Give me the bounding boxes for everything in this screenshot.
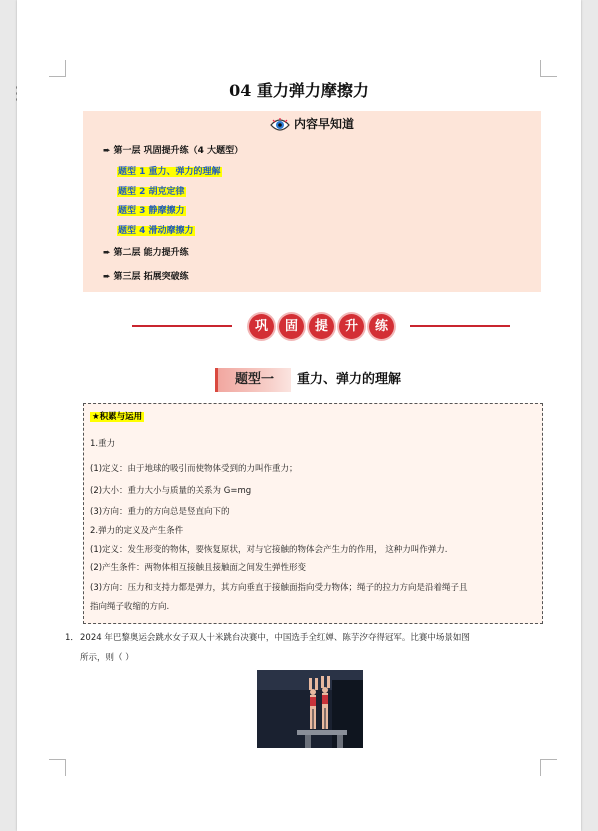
knowledge-heading [90, 410, 144, 422]
knowledge-line: (3)方向：压力和支持力都是弹力，其方向垂直于接触面指向受力物体；绳子的拉力方向是沿着绳子且 [90, 583, 468, 593]
toc-type-1[interactable] [117, 164, 222, 177]
knowledge-line: (2)产生条件：两物体相互接触且接触面之间发生弹性形变 [90, 563, 307, 573]
arrow-icon: ➨ [103, 272, 111, 282]
arrow-icon: ➨ [103, 248, 111, 258]
contents-heading [83, 115, 541, 132]
diving-photo-illustration [257, 670, 363, 748]
banner-char: 练 [369, 314, 394, 339]
section-banner [132, 312, 510, 342]
toc-type-3-label: 题型 3 静摩擦力 [118, 206, 185, 216]
toc-layer-1-label: 第一层 巩固提升练（4 大题型） [113, 146, 244, 156]
knowledge-heading-text: ★积累与运用 [92, 412, 143, 422]
knowledge-line: (3)方向：重力的方向总是竖直向下的 [90, 507, 230, 517]
knowledge-line: (1)定义：由于地球的吸引而使物体受到的力叫作重力； [90, 464, 298, 474]
knowledge-line: 1.重力 [90, 439, 116, 449]
section-tag: 题型一 [215, 368, 291, 392]
contents-overview [83, 111, 541, 292]
toc-type-1-label: 题型 1 重力、弹力的理解 [118, 167, 221, 177]
crop-mark-top-left [49, 60, 66, 77]
contents-heading-text: 内容早知道 [293, 117, 354, 131]
toc-type-2-label: 题型 2 胡克定律 [118, 187, 185, 197]
toc-layer-2-label: 第二层 能力提升练 [113, 248, 189, 258]
knowledge-line: 2.弹力的定义及产生条件 [90, 526, 184, 536]
question-number: 1． [65, 633, 79, 643]
toc-layer-2[interactable] [103, 245, 189, 258]
section-title: 重力、弹力的理解 [297, 372, 402, 387]
knowledge-line: (2)大小：重力大小与质量的关系为 G=mg [90, 486, 252, 496]
banner-char: 巩 [249, 314, 274, 339]
banner-char: 升 [339, 314, 364, 339]
banner-line-right [410, 325, 510, 327]
knowledge-line: (1)定义：发生形变的物体，要恢复原状，对与它接触的物体会产生力的作用， 这种力叫作弹力. [90, 545, 448, 555]
knowledge-line: 指向绳子收缩的方向. [90, 602, 170, 612]
toc-type-4[interactable] [117, 223, 195, 236]
toc-type-2[interactable] [117, 184, 186, 197]
banner-char: 提 [309, 314, 334, 339]
arrow-icon: ➨ [103, 146, 111, 156]
toc-layer-3[interactable] [103, 269, 189, 282]
toc-type-3[interactable] [117, 203, 186, 216]
crop-mark-top-right [540, 60, 557, 77]
toc-layer-3-label: 第三层 拓展突破练 [113, 272, 189, 282]
eye-icon [270, 118, 290, 132]
crop-mark-bottom-right [540, 759, 557, 776]
question-text-line-2: 所示，则（ ） [80, 653, 134, 663]
diving-photo [257, 670, 363, 748]
document-title: 04 重力弹力摩擦力 [229, 81, 369, 100]
document-page [17, 0, 581, 831]
toc-layer-1[interactable] [103, 143, 243, 156]
banner-char: 固 [279, 314, 304, 339]
banner-line-left [132, 325, 232, 327]
toc-type-4-label: 题型 4 滑动摩擦力 [118, 226, 194, 236]
knowledge-box [83, 403, 543, 624]
question-text-line-1: 2024 年巴黎奥运会跳水女子双人十米跳台决赛中，中国选手全红婵、陈芋汐夺得冠军。比赛中场景如图 [80, 633, 470, 643]
crop-mark-bottom-left [49, 759, 66, 776]
